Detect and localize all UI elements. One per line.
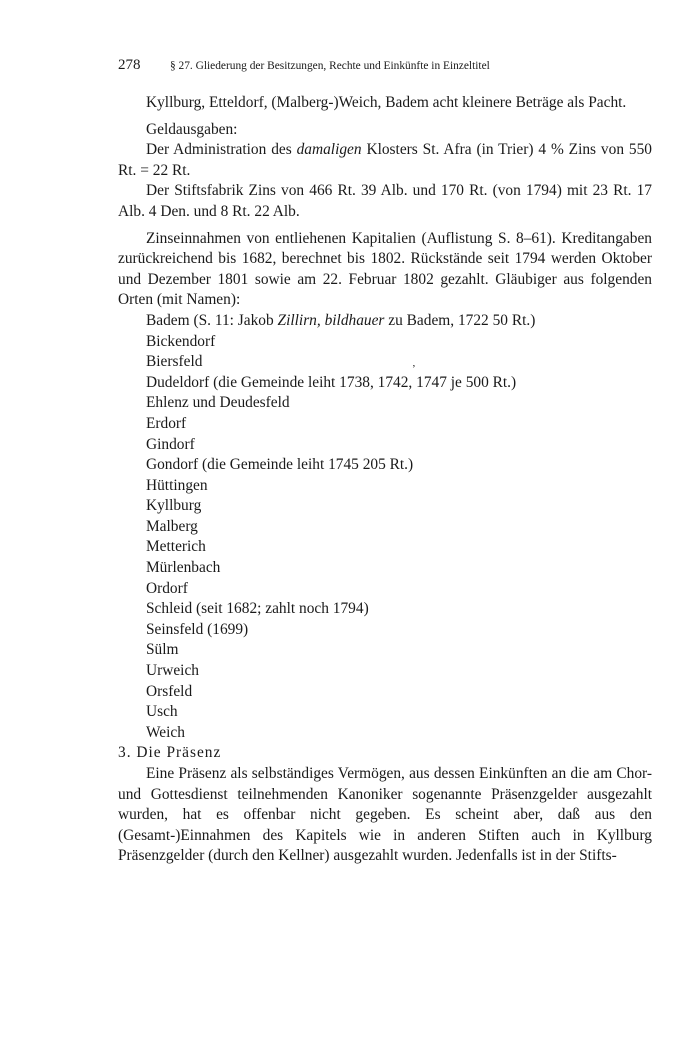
creditor-places-list: [118, 311, 652, 743]
badem-emphasis: Zillirn, bildhauer: [277, 311, 385, 329]
pacht-line: Kyllburg, Etteldorf, (Malberg-)Weich, Badem acht kleinere Beträge als Pacht.: [146, 94, 627, 111]
afra-text-pre: Der Administration des: [146, 141, 297, 159]
list-item: Urweich: [146, 662, 199, 680]
geldausgaben-item-afra: [118, 140, 652, 181]
list-item: Usch: [146, 703, 178, 721]
list-item: Mürlenbach: [146, 559, 221, 577]
page-header: [118, 57, 658, 79]
list-item: Ehlenz und Deudesfeld: [146, 394, 290, 412]
body-text: [118, 93, 652, 867]
list-item: Sülm: [146, 641, 179, 659]
list-item: Dudeldorf (die Gemeinde leiht 1738, 1742, 1747 je 500 Rt.): [146, 373, 517, 391]
afra-text-emphasis: damaligen: [296, 141, 362, 159]
page-number: 278: [118, 57, 141, 73]
section-title: 3. Die Präsenz: [118, 744, 222, 762]
list-item: [146, 311, 652, 332]
list-item: Ordorf: [146, 579, 188, 597]
afra-text-post: Klosters St. Afra (in Trier) 4 % Zins von 550 Rt. = 22 Rt.: [118, 141, 652, 179]
list-item: Malberg: [146, 517, 198, 535]
list-item: Gindorf: [146, 435, 195, 453]
list-item: Schleid (seit 1682; zahlt noch 1794): [146, 600, 369, 618]
list-item: Kyllburg: [146, 497, 202, 515]
list-item: Hüttingen: [146, 476, 208, 494]
list-item: Gondorf (die Gemeinde leiht 1745 205 Rt.): [146, 456, 414, 474]
list-item: Metterich: [146, 538, 206, 556]
stray-mark: ʼ: [412, 363, 416, 375]
list-item: Weich: [146, 723, 185, 741]
running-head: § 27. Gliederung der Besitzungen, Rechte und Einkünfte in Einzeltitel: [170, 60, 490, 72]
zinseinnahmen-paragraph: Zinseinnahmen von entliehenen Kapitalien (Auflistung S. 8–61). Kreditangaben zurückreichend bis 1682, berechnet bis 1802. Rückstände seit 1794 werden Oktober und Dezember 1801 sowie am 22. Februar 1802 gezahlt. Gläubiger aus folgenden Orten (mit Namen):: [118, 229, 652, 309]
geldausgaben-item-stiftsfabrik: Der Stiftsfabrik Zins von 466 Rt. 39 Alb. und 170 Rt. (von 1794) mit 23 Rt. 17 Alb. 4 Den. und 8 Rt. 22 Alb.: [118, 182, 652, 220]
list-item: Orsfeld: [146, 682, 193, 700]
badem-post: zu Badem, 1722 50 Rt.): [384, 311, 536, 329]
list-item: Biersfeld: [146, 353, 203, 371]
list-item: Bickendorf: [146, 332, 216, 350]
praesenz-paragraph: Eine Präsenz als selbständiges Vermögen, aus dessen Einkünften an die am Chor- und Gottesdienst teilnehmenden Kanoniker sogenannte Präsenzgelder ausgezahlt wurden, hat es offenbar nicht gegeben. Es scheint aber, daß aus den (Gesamt-)Einnahmen des Kapitels wie in anderen Stiften auch in Kyllburg Präsenzgelder (durch den Kellner) ausgezahlt wurden. Jedenfalls ist in der Stifts-: [118, 765, 652, 865]
geldausgaben-heading: Geldausgaben:: [146, 120, 238, 138]
list-item: Erdorf: [146, 414, 187, 432]
list-item: Seinsfeld (1699): [146, 620, 249, 638]
badem-pre: Badem (S. 11: Jakob: [146, 311, 278, 329]
